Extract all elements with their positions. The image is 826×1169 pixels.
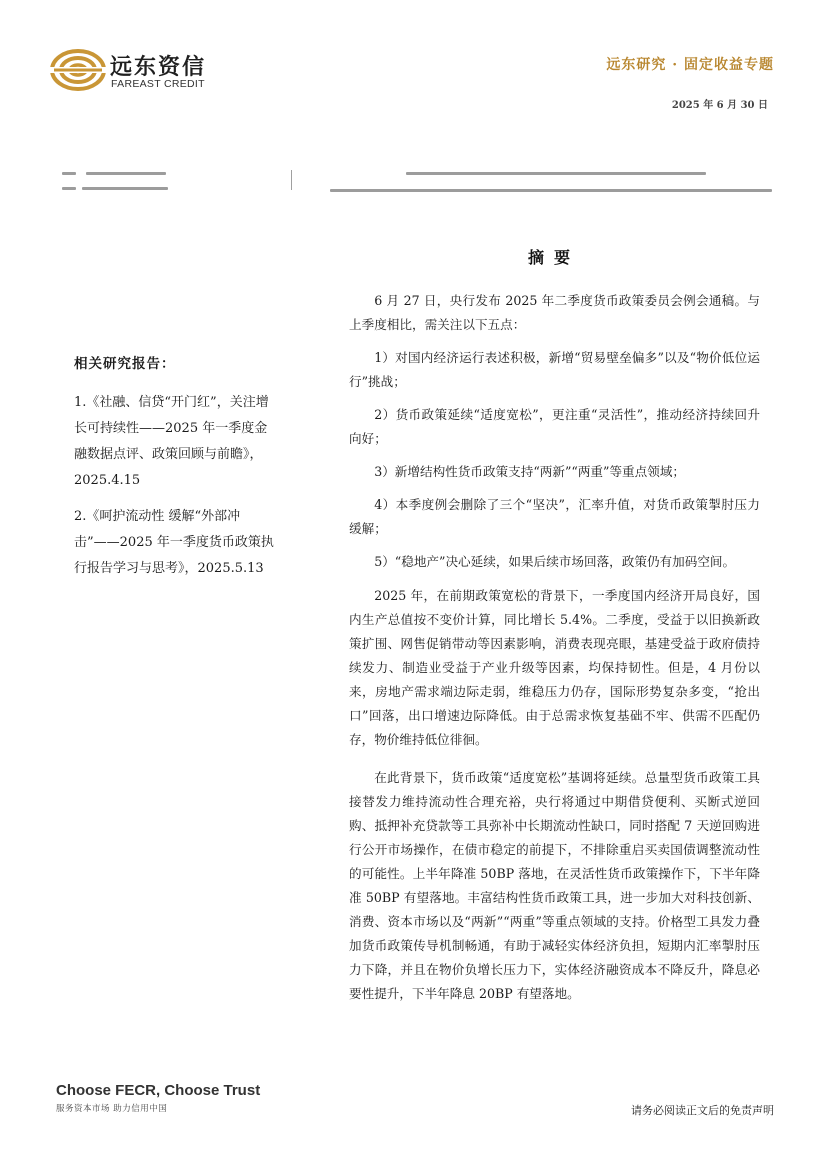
footer-disclaimer: 请务必阅读正文后的免责声明 (631, 1104, 774, 1117)
key-point: 5）“稳地产”决心延续，如果后续市场回落，政策仍有加码空间。 (374, 554, 736, 569)
brand-name: 远东资信 (110, 55, 207, 80)
intro-paragraph: 6 月 27 日，央行发布 2025 年二季度货币政策委员会例会通稿。与上季度相比，需关注以下五点： (349, 293, 760, 332)
related-reports-title: 相关研究报告： (74, 356, 176, 372)
report-date: 2025 年 6 月 30 日 (671, 100, 768, 111)
brand-subtitle: FAREAST CREDIT (111, 78, 205, 90)
key-point: 1）对国内经济运行表述积极，新增“贸易壁垒偏多”以及“物价低位运行”挑战； (349, 350, 760, 389)
abstract-body (349, 289, 760, 1020)
fareast-credit-logo-icon (50, 48, 106, 92)
report-series-label: 远东研究 · 固定收益专题 (606, 57, 774, 73)
related-reports-sidebar (74, 352, 274, 592)
abstract-heading: 摘要 (528, 248, 581, 267)
body-paragraph: 在此背景下，货币政策“适度宽松”基调将延续。总量型货币政策工具接替发力维持流动性合理充裕，央行将通过中期借贷便利、买断式逆回购、抵押补充贷款等工具弥补中长期流动性缺口，同时搭配 7 天逆回购进行公开市场操作，在债市稳定的前提下，不排除重启买卖国债调整流动性的可能性。上半年降准 50BP 落地，在灵活性货币政策操作下，下半年降准 50BP 有望落地。丰富结构性货币政策工具，进一步加大对科技创新、消费、资本市场以及“两新”“两重”等重点领域的支持。价格型工具发力叠加货币政策传导机制畅通，有助于减轻实体经济负担，短期内汇率掣肘压力下降，并且在物价负增长压力下，实体经济融资成本不降反升，降息必要性提升，下半年降息 20BP 有望落地。 (349, 770, 760, 1001)
key-point: 3）新增结构性货币政策支持“两新”“两重”等重点领域； (374, 464, 686, 479)
key-point: 4）本季度例会删除了三个“坚决”，汇率升值，对货币政策掣肘压力缓解； (349, 497, 760, 536)
related-report-item: 1.《社融、信贷“开门红”，关注增长可持续性——2025 年一季度金融数据点评、政策回顾与前瞻》，2025.4.15 (74, 395, 269, 488)
related-report-item: 2.《呵护流动性 缓解“外部冲击”——2025 年一季度货币政策执行报告学习与思考》，2025.5.13 (74, 509, 274, 576)
body-paragraph: 2025 年，在前期政策宽松的背景下，一季度国内经济开局良好，国内生产总值按不变价计算，同比增长 5.4%。二季度，受益于以旧换新政策扩围、网售促销带动等因素影响，消费表现亮眼，基建受益于政府债持续发力、制造业受益于产业升级等因素，均保持韧性。但是，4 月份以来，房地产需求端边际走弱，维稳压力仍存，国际形势复杂多变，“抢出口”回落，出口增速边际降低。由于总需求恢复基础不牢、供需不匹配仍存，物价维持低位徘徊。 (349, 588, 760, 747)
key-point: 2）货币政策延续“适度宽松”，更注重“灵活性”，推动经济持续回升向好； (349, 407, 760, 446)
footer-motto: 服务资本市场 助力信用中国 (56, 1104, 168, 1114)
footer-slogan: Choose FECR, Choose Trust (56, 1082, 261, 1099)
